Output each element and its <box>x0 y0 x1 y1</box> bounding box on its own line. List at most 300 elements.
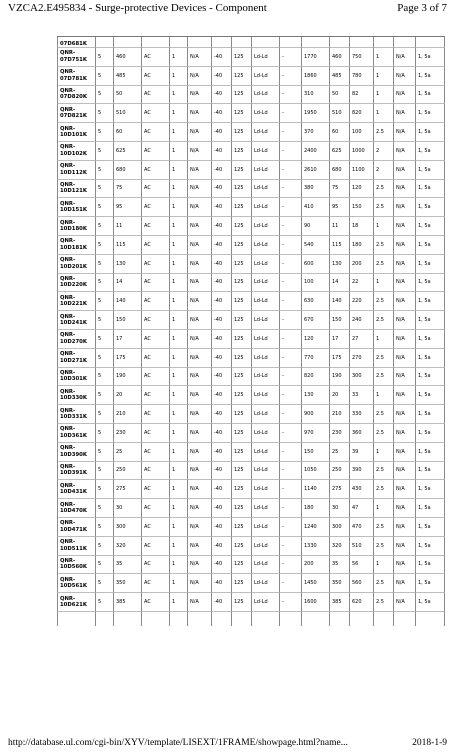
table-cell: 1 <box>373 443 393 462</box>
table-cell: 125 <box>231 104 251 123</box>
table-cell: 820 <box>349 104 373 123</box>
table-cell: 150 <box>349 198 373 217</box>
table-cell: 125 <box>231 330 251 349</box>
table-row-partial <box>57 36 445 48</box>
table-cell: 2.5 <box>373 424 393 443</box>
table-cell: 25 <box>329 443 349 462</box>
table-cell: 300 <box>329 518 349 537</box>
part-number-cell: 07D681K <box>57 36 95 48</box>
table-cell: 1 <box>169 424 187 443</box>
table-cell: 1 <box>169 368 187 387</box>
table-cell: AC <box>141 462 169 481</box>
table-cell: -40 <box>211 330 231 349</box>
table-cell: 320 <box>113 537 141 556</box>
table-cell: N/A <box>187 311 211 330</box>
table-cell: 350 <box>113 574 141 593</box>
table-cell: 125 <box>231 443 251 462</box>
table-cell: 60 <box>329 123 349 142</box>
table-cell: 300 <box>349 368 373 387</box>
table-cell: - <box>279 386 301 405</box>
table-cell: 50 <box>329 86 349 105</box>
table-cell: Ld-Ld <box>251 311 279 330</box>
table-cell: 5 <box>95 593 113 612</box>
table-cell: 30 <box>329 499 349 518</box>
table-cell: AC <box>141 67 169 86</box>
table-cell: 300 <box>113 518 141 537</box>
table-cell: 600 <box>301 255 329 274</box>
table-cell: 1 <box>169 161 187 180</box>
table-cell: 1 <box>169 480 187 499</box>
table-cell: 190 <box>329 368 349 387</box>
table-cell: 125 <box>231 386 251 405</box>
table-cell: 460 <box>329 48 349 67</box>
table-cell: 125 <box>231 236 251 255</box>
table-cell: - <box>279 292 301 311</box>
table-cell: 1 <box>373 67 393 86</box>
table-cell: AC <box>141 142 169 161</box>
table-cell: 5 <box>95 537 113 556</box>
table-cell: N/A <box>187 48 211 67</box>
table-cell: 485 <box>113 67 141 86</box>
table-cell: 1 <box>169 48 187 67</box>
table-row <box>57 86 445 105</box>
page-header-title: VZCA2.E495834 - Surge-protective Devices - Component <box>8 2 267 14</box>
part-number-cell: QNR-10D270K <box>57 330 95 349</box>
table-row <box>57 236 445 255</box>
table-cell: - <box>279 86 301 105</box>
table-row <box>57 67 445 86</box>
table-cell: 17 <box>329 330 349 349</box>
table-cell: -40 <box>211 274 231 293</box>
table-cell: N/A <box>187 142 211 161</box>
table-cell: 1, 5a <box>415 593 445 612</box>
table-cell: 1 <box>169 443 187 462</box>
table-cell: 1 <box>169 537 187 556</box>
part-number-cell: QNR-10D101K <box>57 123 95 142</box>
table-cell: 2.5 <box>373 180 393 199</box>
table-cell: 125 <box>231 123 251 142</box>
table-row <box>57 537 445 556</box>
table-cell: 320 <box>329 537 349 556</box>
table-cell: - <box>279 405 301 424</box>
table-cell: Ld-Ld <box>251 405 279 424</box>
table-cell: 5 <box>95 311 113 330</box>
table-cell: N/A <box>187 368 211 387</box>
table-cell: - <box>279 330 301 349</box>
table-cell: Ld-Ld <box>251 161 279 180</box>
table-cell: 125 <box>231 593 251 612</box>
table-cell: N/A <box>187 462 211 481</box>
table-cell: 125 <box>231 574 251 593</box>
table-cell: Ld-Ld <box>251 86 279 105</box>
table-cell: - <box>279 518 301 537</box>
table-cell: 2.5 <box>373 405 393 424</box>
table-cell: 125 <box>231 480 251 499</box>
table-cell: - <box>279 104 301 123</box>
table-cell: 275 <box>329 480 349 499</box>
table-cell: 20 <box>113 386 141 405</box>
table-cell: 5 <box>95 424 113 443</box>
table-cell: Ld-Ld <box>251 537 279 556</box>
table-cell: 35 <box>329 556 349 575</box>
table-cell: 100 <box>301 274 329 293</box>
table-cell: Ld-Ld <box>251 330 279 349</box>
table-cell: 27 <box>349 330 373 349</box>
table-cell: N/A <box>187 518 211 537</box>
table-cell: 970 <box>301 424 329 443</box>
table-cell: 540 <box>301 236 329 255</box>
table-cell: -40 <box>211 462 231 481</box>
table-cell: 1, 5a <box>415 499 445 518</box>
part-number-cell: QNR-10D470K <box>57 499 95 518</box>
table-cell: N/A <box>187 386 211 405</box>
page-footer-date: 2018-1-9 <box>412 738 447 748</box>
table-cell: 2.5 <box>373 349 393 368</box>
table-cell: AC <box>141 443 169 462</box>
table-cell: 5 <box>95 142 113 161</box>
table-cell: AC <box>141 574 169 593</box>
table-cell: 18 <box>349 217 373 236</box>
table-cell: Ld-Ld <box>251 255 279 274</box>
part-number-cell: QNR-10D201K <box>57 255 95 274</box>
table-cell: N/A <box>393 274 415 293</box>
table-cell: Ld-Ld <box>251 368 279 387</box>
table-cell: N/A <box>187 424 211 443</box>
table-cell: -40 <box>211 161 231 180</box>
table-cell: 5 <box>95 274 113 293</box>
table-cell: - <box>279 274 301 293</box>
table-cell: AC <box>141 274 169 293</box>
part-number-cell: QNR-10D330K <box>57 386 95 405</box>
table-cell: 1, 5a <box>415 330 445 349</box>
table-cell: 485 <box>329 67 349 86</box>
table-cell: 1 <box>373 556 393 575</box>
table-cell: 125 <box>231 311 251 330</box>
table-cell: 1 <box>373 330 393 349</box>
table-cell: AC <box>141 255 169 274</box>
table-cell: 2 <box>373 161 393 180</box>
table-cell: - <box>279 499 301 518</box>
table-cell: 130 <box>113 255 141 274</box>
table-cell: - <box>279 67 301 86</box>
table-cell: 5 <box>95 368 113 387</box>
table-cell: N/A <box>187 123 211 142</box>
table-row <box>57 368 445 387</box>
table-cell: 230 <box>329 424 349 443</box>
table-cell: Ld-Ld <box>251 480 279 499</box>
table-cell: N/A <box>393 236 415 255</box>
table-cell: 1 <box>169 255 187 274</box>
table-cell: 2.5 <box>373 292 393 311</box>
table-cell: Ld-Ld <box>251 518 279 537</box>
table-row <box>57 292 445 311</box>
table-cell: 5 <box>95 217 113 236</box>
table-cell: 220 <box>349 292 373 311</box>
table-cell: 1 <box>169 67 187 86</box>
table-cell: 125 <box>231 180 251 199</box>
table-row <box>57 142 445 161</box>
table-cell: 270 <box>349 349 373 368</box>
table-cell: 140 <box>113 292 141 311</box>
table-cell: 210 <box>113 405 141 424</box>
table-cell: 250 <box>329 462 349 481</box>
table-cell: 1, 5a <box>415 349 445 368</box>
table-cell: - <box>279 48 301 67</box>
table-cell: 1 <box>373 48 393 67</box>
table-cell: 1 <box>169 198 187 217</box>
part-number-cell: QNR-10D241K <box>57 311 95 330</box>
table-cell: N/A <box>393 198 415 217</box>
table-cell: 1, 5a <box>415 217 445 236</box>
table-cell: 630 <box>301 292 329 311</box>
table-cell: 680 <box>113 161 141 180</box>
table-row <box>57 48 445 67</box>
table-row <box>57 349 445 368</box>
table-cell: N/A <box>393 462 415 481</box>
table-cell: 33 <box>349 386 373 405</box>
table-cell: 5 <box>95 198 113 217</box>
table-cell: 1 <box>169 518 187 537</box>
table-row <box>57 499 445 518</box>
table-row <box>57 424 445 443</box>
table-cell: - <box>279 198 301 217</box>
table-cell: 625 <box>329 142 349 161</box>
table-cell: 5 <box>95 480 113 499</box>
table-row <box>57 311 445 330</box>
table-cell: 1, 5a <box>415 142 445 161</box>
table-cell: -40 <box>211 480 231 499</box>
table-cell: 1 <box>169 180 187 199</box>
table-cell: N/A <box>393 424 415 443</box>
table-cell: Ld-Ld <box>251 236 279 255</box>
part-number-cell: QNR-07D751K <box>57 48 95 67</box>
table-cell: 120 <box>349 180 373 199</box>
table-row <box>57 480 445 499</box>
table-cell: 50 <box>113 86 141 105</box>
table-cell: -40 <box>211 311 231 330</box>
table-cell: N/A <box>187 556 211 575</box>
table-cell: 125 <box>231 292 251 311</box>
table-cell: -40 <box>211 180 231 199</box>
table-cell: 430 <box>349 480 373 499</box>
part-number-cell: QNR-10D221K <box>57 292 95 311</box>
table-cell: 1, 5a <box>415 67 445 86</box>
table-cell: N/A <box>393 123 415 142</box>
table-cell: 125 <box>231 142 251 161</box>
table-cell: 125 <box>231 48 251 67</box>
table-cell: 1 <box>169 104 187 123</box>
table-cell: 1 <box>169 330 187 349</box>
table-cell: 1 <box>169 462 187 481</box>
table-cell: 20 <box>329 386 349 405</box>
table-cell: 5 <box>95 67 113 86</box>
table-cell: N/A <box>393 311 415 330</box>
part-number-cell: QNR-10D180K <box>57 217 95 236</box>
table-cell: Ld-Ld <box>251 104 279 123</box>
table-cell: 1770 <box>301 48 329 67</box>
table-cell: N/A <box>187 537 211 556</box>
table-cell: 210 <box>329 405 349 424</box>
table-cell: 1, 5a <box>415 405 445 424</box>
table-cell: 510 <box>113 104 141 123</box>
table-cell: 150 <box>329 311 349 330</box>
table-row <box>57 574 445 593</box>
table-cell: -40 <box>211 217 231 236</box>
table-cell: 2.5 <box>373 462 393 481</box>
table-cell: 620 <box>349 593 373 612</box>
table-cell: Ld-Ld <box>251 198 279 217</box>
table-cell: 125 <box>231 198 251 217</box>
table-cell: N/A <box>187 443 211 462</box>
table-cell: AC <box>141 311 169 330</box>
table-cell: Ld-Ld <box>251 386 279 405</box>
table-cell: 510 <box>329 104 349 123</box>
table-cell: N/A <box>187 574 211 593</box>
table-cell: 5 <box>95 123 113 142</box>
table-cell: Ld-Ld <box>251 123 279 142</box>
table-cell: 1100 <box>349 161 373 180</box>
table-cell: 1140 <box>301 480 329 499</box>
table-cell: 125 <box>231 67 251 86</box>
table-cell: AC <box>141 236 169 255</box>
table-row <box>57 462 445 481</box>
table-cell: 1 <box>169 386 187 405</box>
table-cell: 1, 5a <box>415 104 445 123</box>
table-cell: - <box>279 537 301 556</box>
table-cell: 5 <box>95 386 113 405</box>
table-cell: N/A <box>187 274 211 293</box>
table-cell: 1000 <box>349 142 373 161</box>
table-cell: N/A <box>393 574 415 593</box>
table-cell: AC <box>141 480 169 499</box>
table-row <box>57 443 445 462</box>
table-cell: 625 <box>113 142 141 161</box>
table-cell: 820 <box>301 368 329 387</box>
table-cell: 5 <box>95 556 113 575</box>
table-cell: -40 <box>211 255 231 274</box>
table-cell: -40 <box>211 405 231 424</box>
table-cell: 190 <box>113 368 141 387</box>
part-number-cell: QNR-10D112K <box>57 161 95 180</box>
table-cell: 95 <box>113 198 141 217</box>
table-cell: - <box>279 480 301 499</box>
table-cell: 2.5 <box>373 236 393 255</box>
table-cell: AC <box>141 86 169 105</box>
table-cell: 125 <box>231 255 251 274</box>
part-number-cell: QNR-07D821K <box>57 104 95 123</box>
table-cell: 1, 5a <box>415 311 445 330</box>
table-cell: 5 <box>95 574 113 593</box>
table-cell: AC <box>141 368 169 387</box>
component-table <box>57 36 445 626</box>
table-cell: AC <box>141 198 169 217</box>
table-cell: AC <box>141 330 169 349</box>
table-cell: 5 <box>95 405 113 424</box>
table-cell: Ld-Ld <box>251 292 279 311</box>
part-number-cell: QNR-10D391K <box>57 462 95 481</box>
part-number-cell: QNR-10D390K <box>57 443 95 462</box>
table-cell: 5 <box>95 104 113 123</box>
table-cell: N/A <box>187 330 211 349</box>
table-row <box>57 386 445 405</box>
table-cell: 1 <box>169 274 187 293</box>
table-cell: 330 <box>349 405 373 424</box>
table-cell: N/A <box>393 443 415 462</box>
table-cell: 5 <box>95 518 113 537</box>
table-cell: 1 <box>373 386 393 405</box>
table-cell: - <box>279 462 301 481</box>
table-cell: 25 <box>113 443 141 462</box>
table-row <box>57 180 445 199</box>
table-cell: 750 <box>349 48 373 67</box>
table-row <box>57 405 445 424</box>
table-cell: 17 <box>113 330 141 349</box>
table-cell: 115 <box>113 236 141 255</box>
table-cell: N/A <box>393 161 415 180</box>
table-cell: 780 <box>349 67 373 86</box>
part-number-cell: QNR-10D271K <box>57 349 95 368</box>
table-cell: N/A <box>393 593 415 612</box>
table-cell: 1 <box>169 405 187 424</box>
table-cell: N/A <box>187 405 211 424</box>
table-row <box>57 104 445 123</box>
table-cell: 2.5 <box>373 480 393 499</box>
table-row <box>57 217 445 236</box>
table-cell: 30 <box>113 499 141 518</box>
table-cell: 275 <box>113 480 141 499</box>
table-cell: N/A <box>393 480 415 499</box>
table-cell: 100 <box>349 123 373 142</box>
table-cell: 1, 5a <box>415 462 445 481</box>
table-cell: 2.5 <box>373 368 393 387</box>
table-cell: 370 <box>301 123 329 142</box>
part-number-cell: QNR-10D301K <box>57 368 95 387</box>
table-cell: - <box>279 368 301 387</box>
table-cell: 1, 5a <box>415 198 445 217</box>
table-cell: -40 <box>211 537 231 556</box>
part-number-cell: QNR-10D561K <box>57 574 95 593</box>
table-cell: 670 <box>301 311 329 330</box>
page-number: Page 3 of 7 <box>397 2 447 14</box>
table-cell: 1, 5a <box>415 443 445 462</box>
table-cell: 14 <box>329 274 349 293</box>
table-cell: -40 <box>211 198 231 217</box>
table-cell: N/A <box>393 386 415 405</box>
table-cell: 2.5 <box>373 123 393 142</box>
table-cell: 56 <box>349 556 373 575</box>
table-cell: 1, 5a <box>415 480 445 499</box>
table-row-stub <box>57 612 445 626</box>
table-cell: 1, 5a <box>415 236 445 255</box>
table-cell: 385 <box>113 593 141 612</box>
table-cell: 75 <box>329 180 349 199</box>
table-cell: 240 <box>349 311 373 330</box>
table-cell: 5 <box>95 292 113 311</box>
table-cell: N/A <box>187 180 211 199</box>
table-cell: - <box>279 255 301 274</box>
table-cell: 1600 <box>301 593 329 612</box>
table-top-border <box>57 36 445 37</box>
table-cell: 410 <box>301 198 329 217</box>
table-cell: N/A <box>187 86 211 105</box>
table-cell: AC <box>141 349 169 368</box>
table-cell: -40 <box>211 368 231 387</box>
part-number-cell: QNR-10D151K <box>57 198 95 217</box>
table-cell: -40 <box>211 386 231 405</box>
table-cell: AC <box>141 48 169 67</box>
table-cell: N/A <box>187 198 211 217</box>
table-cell: 1, 5a <box>415 518 445 537</box>
